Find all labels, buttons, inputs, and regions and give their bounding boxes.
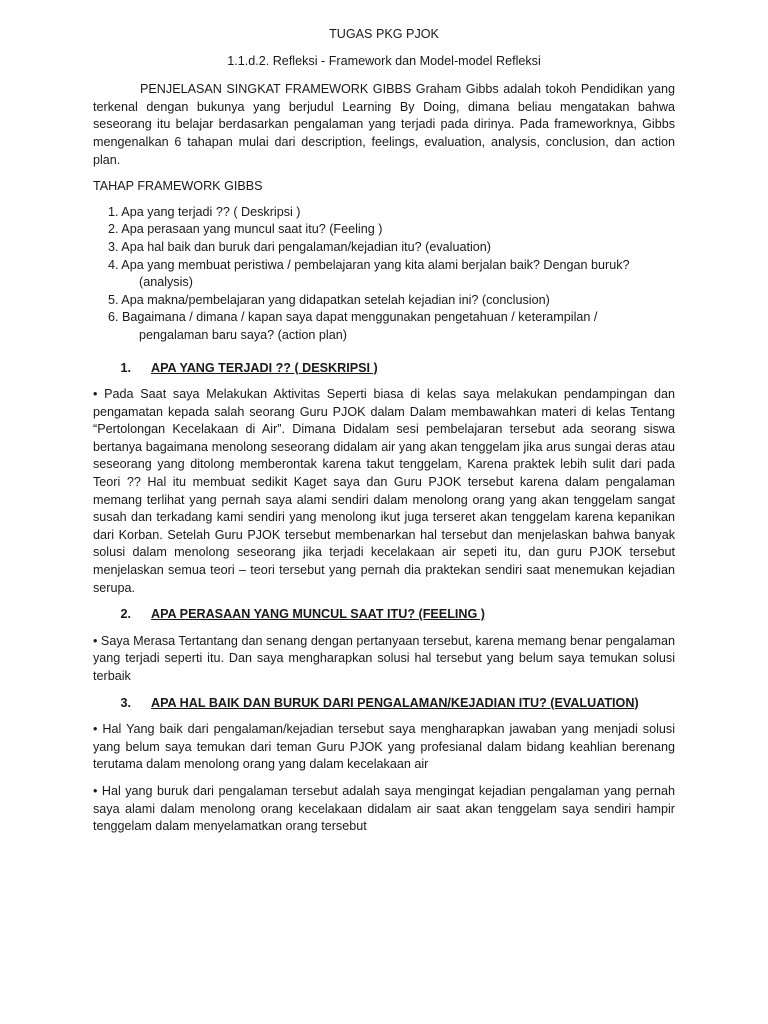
- section-title: APA YANG TERJADI ?? ( DESKRIPSI ): [151, 360, 378, 375]
- stages-list: [93, 204, 675, 345]
- section-paragraph: • Hal yang buruk dari pengalaman tersebut adalah saya mengingat kejadian pengalaman yang pernah saya alami dalam menolong orang kecelakaan didalam air saat akan tenggelam saya sendiri hampir tenggelam dalam menyelamatkan orang tersebut: [93, 783, 675, 834]
- list-item: [93, 221, 675, 239]
- section-heading: [93, 606, 675, 624]
- section-paragraph: • Hal Yang baik dari pengalaman/kejadian tersebut saya mengharapkan jawaban yang menjadi solusi yang belum saya temukan dari teman Guru PJOK yang profesianal dalam bidang keahlian berenang terutama dalam menolong orang yang dalam kecelakaan air: [93, 722, 675, 772]
- document-subtitle: 1.1.d.2. Refleksi - Framework dan Model-model Refleksi: [227, 53, 541, 68]
- section-heading: [93, 695, 675, 713]
- stage-text: 1. Apa yang terjadi ?? ( Deskripsi ): [108, 204, 301, 219]
- section-paragraph: • Saya Merasa Tertantang dan senang dengan pertanyaan tersebut, karena memang benar pengalaman yang terjadi seperti itu. Dan saya mengharapkan solusi hal tersebut yang belum saya temukan solusi terbaik: [93, 633, 675, 683]
- list-item: [93, 292, 675, 310]
- section-title: APA PERASAAN YANG MUNCUL SAAT ITU? (FEELING ): [151, 607, 485, 622]
- section-number: 2.: [120, 607, 131, 622]
- stage-text: 2. Apa perasaan yang muncul saat itu? (Feeling ): [108, 222, 383, 237]
- section-paragraph: • Pada Saat saya Melakukan Aktivitas Seperti biasa di kelas saya melakukan pendampingan dan pengamatan kepada salah seorang Guru PJOK dalam Dalam membawahkan materi di kelas Tentang “Pertolongan Kecelakaan di Air”. Dimana Didalam sesi pembelajaran tersebut ada seorang siswa bertanya bagaimana menolong seseorang didalam air yang akan tenggelam jika arus sungai deras atau seseorang yang ditolong memberontak karena takut tenggelam, Karena praktek lebih sulit dari pada Teori ?? Hal itu membuat sedikit Kaget saya dan Guru PJOK tersebut karena dalam pengalaman memang terlihat yang pernah saya alami sendiri dalam menolong orang yang akan tenggelam sangat susah dan terkadang kami sendiri yang menolong ikut juga terseret akan tenggelam karena kepanikan dari Korban. Setelah Guru PJOK tersebut membenarkan hal tersebut dan menjelaskan bahwa banyak solusi dalam menolong seseorang jika terjadi kecelakaan air sepeti itu, dan guru PJOK tersebut menjelaskan semua teori – teori tersebut yang pernah dia praktekan sendiri saat menemukan kejadian serupa.: [93, 387, 675, 595]
- intro-paragraph: PENJELASAN SINGKAT FRAMEWORK GIBBS Graham Gibbs adalah tokoh Pendidikan yang terkenal dengan bukunya yang berjudul Learning By Doing, dimana beliau mengatakan bahwa seseorang itu belajar berdasarkan pengalaman yang terjadi pada dirinya. Pada frameworknya, Gibbs mengenalkan 6 tahapan mulai dari description, feelings, evaluation, analysis, conclusion, dan action plan.: [93, 82, 675, 167]
- stages-label: TAHAP FRAMEWORK GIBBS: [93, 179, 263, 194]
- list-item: [93, 204, 675, 222]
- list-item: [93, 239, 675, 257]
- stage-continuation: (analysis): [139, 275, 193, 290]
- stage-text: 3. Apa hal baik dan buruk dari pengalaman/kejadian itu? (evaluation): [108, 239, 491, 254]
- section-number: 1.: [120, 360, 131, 375]
- list-item: [93, 257, 675, 292]
- list-item: [93, 309, 675, 344]
- stage-continuation: pengalaman baru saya? (action plan): [139, 327, 347, 342]
- section-heading: [93, 360, 675, 378]
- document-title: TUGAS PKG PJOK: [329, 27, 439, 41]
- section-number: 3.: [120, 695, 131, 710]
- section-title: APA HAL BAIK DAN BURUK DARI PENGALAMAN/KEJADIAN ITU? (EVALUATION): [151, 695, 639, 710]
- stage-text: 5. Apa makna/pembelajaran yang didapatkan setelah kejadian ini? (conclusion): [108, 292, 550, 307]
- stage-text: 4. Apa yang membuat peristiwa / pembelajaran yang kita alami berjalan baik? Dengan buruk?: [108, 257, 630, 272]
- stage-text: 6. Bagaimana / dimana / kapan saya dapat menggunakan pengetahuan / keterampilan /: [108, 310, 598, 325]
